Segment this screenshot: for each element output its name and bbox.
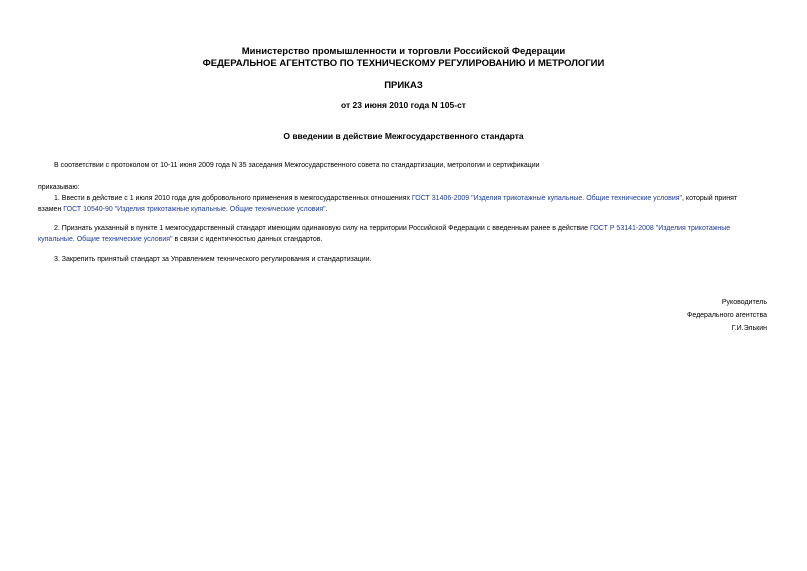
item-1-paragraph (38, 194, 769, 215)
item-1-text-d: . (325, 205, 328, 213)
signature-block (687, 296, 767, 335)
item-1-line-2 (38, 205, 769, 216)
item-1-text-b: , который принят (682, 195, 738, 202)
document-type: ПРИКАЗ (384, 80, 423, 91)
agency-name: ФЕДЕРАЛЬНОЕ АГЕНТСТВО ПО ТЕХНИЧЕСКОМУ РЕГУЛИРОВАНИЮ И МЕТРОЛОГИИ (202, 58, 605, 69)
signer-title-2: Федерального агентства (687, 312, 767, 319)
order-word: приказываю: (38, 184, 80, 191)
document-date: от 23 июня 2010 года N 105-ст (341, 100, 466, 110)
gost-31406-link[interactable]: ГОСТ 31406-2009 "Изделия трикотажные купальные. Общие технические условия" (411, 195, 683, 202)
item-2-text-a: 2. Признать указанный в пункте 1 межгосударственный стандарт имеющим одинаковую силу на территории Российской Федерации с введенным ранее в действие (54, 225, 590, 232)
item-2-paragraph (38, 224, 769, 245)
item-3-paragraph (38, 255, 769, 266)
item-2-line-2 (38, 235, 769, 246)
signer-title-1: Руководитель (721, 299, 767, 306)
gost-r-53141-link-continued[interactable]: купальные. Общие технические условия" (38, 235, 173, 243)
item-1-text-a: 1. Ввести в действие с 1 июля 2010 года для добровольного применения в межгосударственных отношениях (54, 195, 412, 202)
item-3-text: 3. Закрепить принятый стандарт за Управлением технического регулирования и стандартизации. (54, 256, 372, 263)
document-subject: О введении в действие Межгосударственного стандарта (283, 131, 524, 141)
gost-r-53141-link[interactable]: ГОСТ Р 53141-2008 "Изделия трикотажные (589, 225, 731, 232)
preamble-text: В соответствии с протоколом от 10-11 июня 2009 года N 35 заседания Межгосударственного совета по стандартизации, метрологии и сертификации (54, 162, 540, 169)
item-1-text-c: взамен (38, 205, 64, 213)
document-header (0, 46, 807, 70)
item-2-text-b: в связи с идентичностью данных стандартов. (172, 235, 323, 243)
signer-name: Г.И.Элькин (731, 325, 767, 332)
ministry-name: Министерство промышленности и торговли Российской Федерации (241, 46, 566, 57)
gost-10540-link[interactable]: ГОСТ 10540-90 "Изделия трикотажные купальные. Общие технические условия" (63, 205, 326, 213)
item-2-line-1 (38, 224, 769, 235)
item-1-line-1 (38, 194, 769, 205)
preamble-paragraph (38, 161, 769, 172)
